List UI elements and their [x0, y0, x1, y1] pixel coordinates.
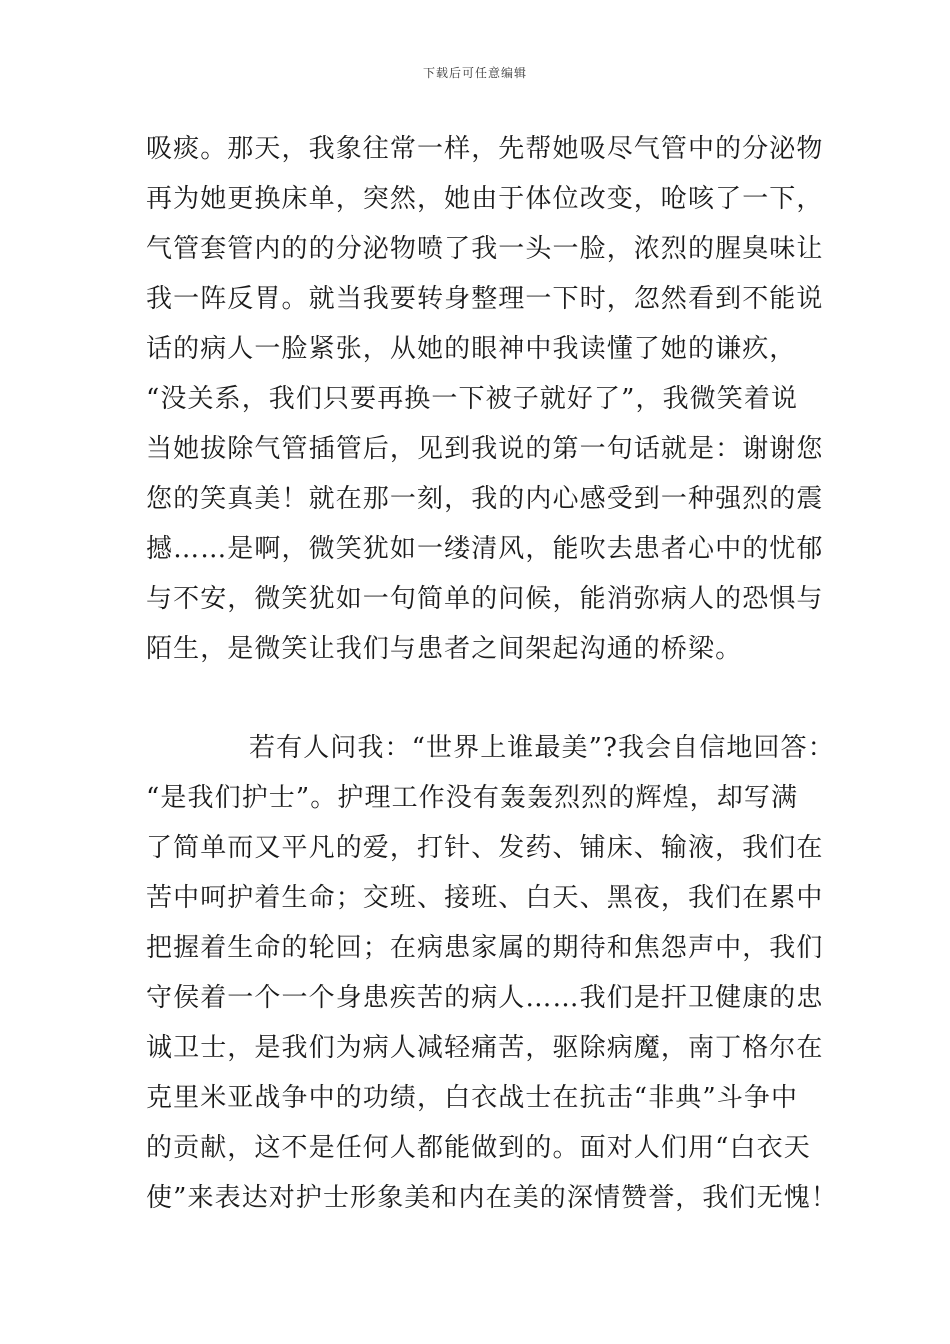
- paragraph-1-line-2: 再为她更换床单，突然，她由于体位改变，呛咳了一下，: [146, 184, 824, 214]
- page-header: 下载后可任意编辑: [422, 66, 527, 80]
- paragraph-2-line-7: 诚卫士，是我们为病人减轻痛苦，驱除病魔，南丁格尔在: [146, 1033, 824, 1063]
- paragraph-1-line-9: 撼……是啊，微笑犹如一缕清风，能吹去患者心中的忧郁: [146, 534, 824, 564]
- paragraph-2-line-2: “是我们护士”。护理工作没有轰轰烈烈的辉煌，却写满: [146, 783, 799, 813]
- paragraph-1-line-7: 当她拔除气管插管后，见到我说的第一句话就是：谢谢您: [146, 434, 824, 464]
- paragraph-1-line-10: 与不安，微笑犹如一句简单的问候，能消弥病人的恐惧与: [146, 584, 824, 614]
- paragraph-2-line-9: 的贡献，这不是任何人都能做到的。面对人们用“白衣天: [146, 1133, 811, 1163]
- paragraph-2-line-10: 使”来表达对护士形象美和内在美的深情赞誉，我们无愧！: [146, 1183, 838, 1213]
- paragraph-2-line-1: 若有人问我：“世界上谁最美”?我会自信地回答：: [249, 733, 835, 763]
- paragraph-1-line-3: 气管套管内的的分泌物喷了我一头一脸，浓烈的腥臭味让: [146, 234, 824, 264]
- paragraph-1-line-6: “没关系，我们只要再换一下被子就好了”，我微笑着说: [146, 384, 799, 414]
- paragraph-2-line-6: 守侯着一个一个身患疾苦的病人……我们是扞卫健康的忠: [146, 983, 824, 1013]
- paragraph-1-line-5: 话的病人一脸紧张，从她的眼神中我读懂了她的谦疚，: [146, 334, 797, 364]
- paragraph-2-line-4: 苦中呵护着生命；交班、接班、白天、黑夜，我们在累中: [146, 883, 824, 913]
- paragraph-1-line-8: 您的笑真美！就在那一刻，我的内心感受到一种强烈的震: [146, 484, 824, 514]
- paragraph-1-line-4: 我一阵反胃。就当我要转身整理一下时，忽然看到不能说: [146, 284, 824, 314]
- paragraph-1-line-1: 吸痰。那天，我象往常一样，先帮她吸尽气管中的分泌物: [146, 134, 824, 164]
- paragraph-1-line-11: 陌生，是微笑让我们与患者之间架起沟通的桥梁。: [146, 634, 743, 664]
- paragraph-2-line-5: 把握着生命的轮回；在病患家属的期待和焦怨声中，我们: [146, 933, 824, 963]
- paragraph-2-line-8: 克里米亚战争中的功绩，白衣战士在抗击“非典”斗争中: [146, 1083, 799, 1113]
- paragraph-2-line-3: 了简单而又平凡的爱，打针、发药、铺床、输液，我们在: [146, 833, 824, 863]
